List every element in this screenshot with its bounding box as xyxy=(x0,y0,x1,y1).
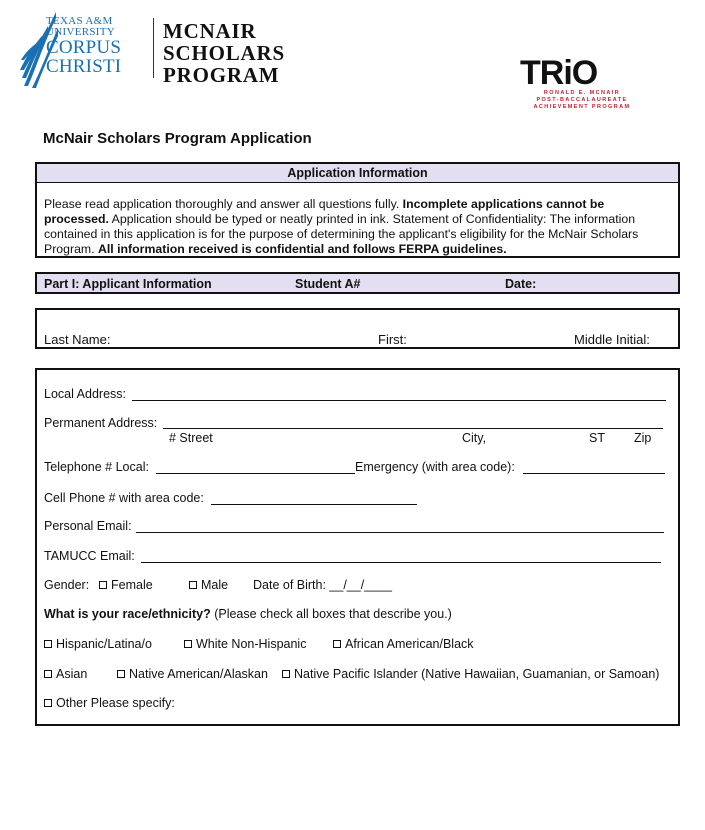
checkbox-icon[interactable] xyxy=(99,581,107,589)
race-option-other[interactable] xyxy=(44,696,175,710)
race-option-label: African American/Black xyxy=(345,637,474,651)
trio-logo xyxy=(520,56,644,116)
local-address-field[interactable] xyxy=(132,400,666,401)
personal-email-label: Personal Email: xyxy=(44,519,132,533)
last-name-field[interactable]: Last Name: xyxy=(44,332,111,347)
emergency-label: Emergency (with area code): xyxy=(355,460,515,474)
info-text-1-bold: Incomplete applications cannot be processed. xyxy=(44,197,605,226)
checkbox-icon[interactable] xyxy=(44,670,52,678)
university-name xyxy=(46,16,121,76)
telephone-field[interactable] xyxy=(156,473,355,474)
tamucc-email-label: TAMUCC Email: xyxy=(44,549,135,563)
university-line4: CHRISTI xyxy=(46,56,122,77)
race-question-label: What is your race/ethnicity? xyxy=(44,607,211,621)
program-line3: PROGRAM xyxy=(163,63,280,87)
trio-sub1: RONALD E. MCNAIR xyxy=(543,90,621,96)
local-address-label: Local Address: xyxy=(44,387,126,401)
race-option-native-american[interactable] xyxy=(117,667,268,681)
permanent-address-field[interactable] xyxy=(163,428,663,429)
page-title: McNair Scholars Program Application xyxy=(43,130,312,147)
checkbox-icon[interactable] xyxy=(44,699,52,707)
checkbox-icon[interactable] xyxy=(184,640,192,648)
part1-label: Part I: Applicant Information xyxy=(44,277,212,291)
race-option-label: Other Please specify: xyxy=(56,696,175,710)
trio-sub3: ACHIEVEMENT PROGRAM xyxy=(533,104,631,110)
male-label: Male xyxy=(201,578,229,592)
race-option-label: Asian xyxy=(56,667,88,681)
tamucc-email-field[interactable] xyxy=(141,562,661,563)
cell-phone-field[interactable] xyxy=(211,504,417,505)
checkbox-icon[interactable] xyxy=(44,640,52,648)
gender-label: Gender: xyxy=(44,578,90,592)
telephone-label: Telephone # Local: xyxy=(44,460,149,474)
university-line3: CORPUS xyxy=(46,37,122,58)
info-text-2: Application should be typed or neatly printed in ink. Statement of Confidentiality: The information contained in this application is for the purpose of determining the applicant's eligibility for the McNair Scholars Program. xyxy=(44,212,639,256)
name-box xyxy=(35,308,680,349)
race-question-hint: (Please check all boxes that describe you.) xyxy=(210,607,452,621)
program-line1: MCNAIR xyxy=(163,19,257,43)
trio-sub2: POST-BACCALAUREATE xyxy=(536,97,628,103)
trio-word: TRiO xyxy=(520,54,598,92)
race-option-hispanic[interactable] xyxy=(44,637,152,651)
checkbox-icon[interactable] xyxy=(333,640,341,648)
personal-email-field[interactable] xyxy=(136,532,664,533)
race-question xyxy=(44,607,452,621)
university-line2: UNIVERSITY xyxy=(46,26,115,38)
checkbox-icon[interactable] xyxy=(282,670,290,678)
race-option-label: Native Pacific Islander (Native Hawaiian, Guamanian, or Samoan) xyxy=(294,667,660,681)
emergency-field[interactable] xyxy=(523,473,665,474)
program-name xyxy=(163,20,285,86)
checkbox-icon[interactable] xyxy=(117,670,125,678)
info-text-1: Please read application thoroughly and answer all questions fully. xyxy=(44,197,403,211)
race-option-label: Native American/Alaskan xyxy=(129,667,268,681)
race-option-label: White Non-Hispanic xyxy=(196,637,307,651)
part1-header xyxy=(35,272,680,294)
city-sublabel: City, xyxy=(462,431,487,445)
university-line1: TEXAS A&M xyxy=(46,15,113,27)
middle-initial-field[interactable]: Middle Initial: xyxy=(574,332,650,347)
female-label: Female xyxy=(111,578,153,592)
first-name-field[interactable]: First: xyxy=(378,332,407,347)
date-of-birth-field[interactable]: Date of Birth: __/__/____ xyxy=(253,578,392,592)
applicant-form-box xyxy=(35,368,680,726)
male-option[interactable] xyxy=(189,578,228,592)
race-option-label: Hispanic/Latina/o xyxy=(56,637,152,651)
permanent-address-label: Permanent Address: xyxy=(44,416,158,430)
race-option-white[interactable] xyxy=(184,637,306,651)
logo-divider xyxy=(153,18,154,78)
info-text-2-bold: All information received is confidential and follows FERPA guidelines. xyxy=(98,242,507,256)
application-info-box xyxy=(35,162,680,258)
date-label[interactable]: Date: xyxy=(505,277,537,291)
application-info-header: Application Information xyxy=(37,164,678,183)
program-line2: SCHOLARS xyxy=(163,41,285,65)
zip-sublabel: Zip xyxy=(634,431,652,445)
street-sublabel: # Street xyxy=(169,431,213,445)
student-id-label[interactable]: Student A# xyxy=(295,277,361,291)
cell-phone-label: Cell Phone # with area code: xyxy=(44,491,204,505)
female-option[interactable] xyxy=(99,578,153,592)
race-option-pacific-islander[interactable] xyxy=(282,667,659,681)
race-option-african-american[interactable] xyxy=(333,637,474,651)
race-option-asian[interactable] xyxy=(44,667,87,681)
application-info-text xyxy=(37,183,678,257)
state-sublabel: ST xyxy=(589,431,605,445)
checkbox-icon[interactable] xyxy=(189,581,197,589)
